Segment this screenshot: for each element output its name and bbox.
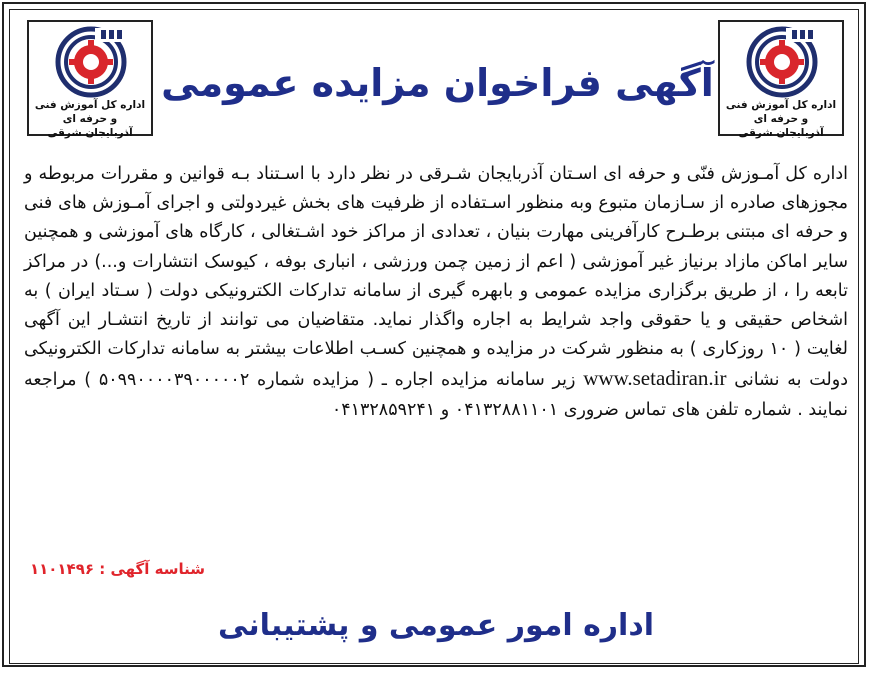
logo-caption-line1: اداره کل آموزش فنی و حرفه ای	[34, 99, 146, 125]
logo-caption-right	[722, 98, 840, 140]
tvto-emblem-icon	[55, 26, 127, 98]
announcement-body	[24, 160, 848, 425]
page-title: آگهی فراخوان مزایده عمومی	[161, 61, 714, 105]
tvto-emblem-icon	[746, 26, 818, 98]
logo-caption-line2: آذربایجان شرقی	[47, 127, 133, 139]
ad-id-label: شناسه آگهی : ۱۱۰۱۴۹۶	[29, 560, 205, 578]
logo-box-right	[718, 20, 844, 139]
logo-caption-line1: اداره کل آموزش فنی و حرفه ای	[725, 99, 837, 125]
logo-caption-line2: آذربایجان شرقی	[738, 127, 824, 139]
logo-caption-left	[31, 98, 149, 140]
logo-box-left	[27, 20, 153, 139]
body-text-part2: زیر سامانه مزایده اجاره ـ ( مزایده شماره ۵۰۹۹۰۰۰۰۳۹۰۰۰۰۰۲ ) مراجعه نمایند . شماره تلفن های تماس ضروری ۰۴۱۳۲۸۸۱۱۰۱ و ۰۴۱۳۲۸۵۹۲۴۱	[24, 370, 848, 420]
body-text-part1: اداره کل آمـوزش فنّی و حرفه ای اسـتان آذربایجان شـرقی در نظر دارد با اسـتناد بـه قوانین و مقررات مربوطه و مجوزهای صادره از سـازمان متبوع وبه منظور اسـتفاده از ظرفیت های بخش غیردولتی و اجرای آمـوزش های فنی و حرفه ای مبتنی برطـرح کارآفرینی مهارت بنیان ، تعدادی از مراکز خود اشـتغالی ، کارگاه های آموزشی و همچنین سایر اماکن مازاد برنیاز غیر آموزشی ( اعم از زمین چمن ورزشی ، انباری بوفه ، کیوسک انتشارات و...) در مراکز تابعه را ، از طریق برگزاری مزایده عمومی و بابهره گیری از سامانه تدارکات الکترونیکی دولت ( سـتاد ایران ) به اشخاص حقیقی و یا حقوقی واجد شرایط به اجاره واگذار نماید. متقاضیان می توانند از تاریخ انتشـار این آگهی لغایت ( ۱۰ روزکاری ) به منظور شرکت در مزایده و همچنین کسـب اطلاعات بیشتر به سامانه تدارکات الکترونیکی دولت به نشانی	[24, 164, 848, 391]
footer-signature: اداره امور عمومی و پشتیبانی	[217, 608, 655, 643]
website-link[interactable]: www.setadiran.ir	[583, 366, 727, 391]
